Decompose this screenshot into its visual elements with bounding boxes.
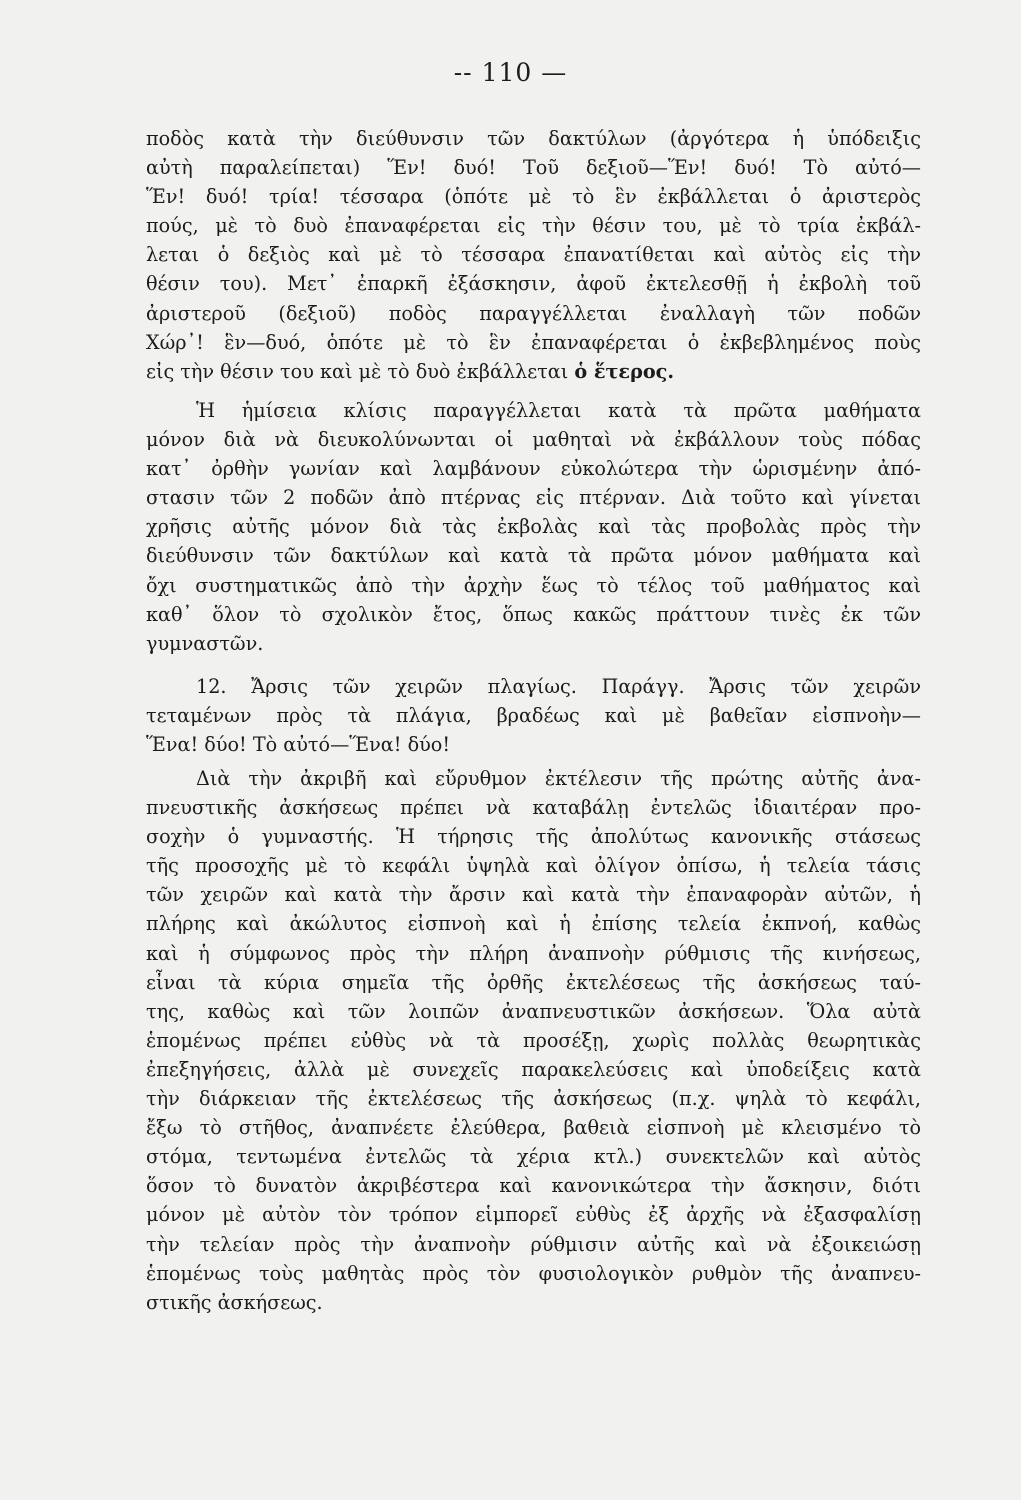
text-line: κατ᾽ ὀρθὴν γωνίαν καὶ λαμβάνουν εὐκολώτερα τὴν ὡρισμένην ἀπό-	[146, 457, 921, 481]
text-line: Χώρ᾽! ἓν—δυό, ὁπότε μὲ τὸ ἓν ἐπαναφέρεται ὁ ἐκβεβλημένος ποὺς	[146, 330, 921, 354]
text-line: γυμναστῶν.	[146, 631, 264, 655]
text-line: στασιν τῶν 2 ποδῶν ἀπὸ πτέρνας εἰς πτέρναν. Διὰ τοῦτο καὶ γίνεται	[146, 486, 921, 510]
text-line: πούς, μὲ τὸ δυὸ ἐπαναφέρεται εἰς τὴν θέσιν του, μὲ τὸ τρία ἐκβάλ-	[146, 214, 921, 238]
text-line: σοχὴν ὁ γυμναστής. Ἡ τήρησις τῆς ἀπολύτως κανονικῆς στάσεως	[146, 825, 921, 849]
text-line: τεταμένων πρὸς τὰ πλάγια, βραδέως καὶ μὲ βαθεῖαν εἰσπνοὴν—	[146, 704, 921, 728]
text-line: στόμα, τεντωμένα ἐντελῶς τὰ χέρια κτλ.) συνεκτελῶν καὶ αὐτὸς	[146, 1145, 921, 1169]
text-line	[146, 357, 921, 386]
text-line: μόνον διὰ νὰ διευκολύνωνται οἱ μαθηταὶ νὰ ἐκβάλλουν τοὺς πόδας	[146, 428, 921, 452]
text-line: καὶ ἡ σύμφωνος πρὸς τὴν πλήρη ἀναπνοὴν ρύθμισις τῆς κινήσεως,	[146, 941, 921, 965]
text-line: ἑπομένως πρέπει εὐθὺς νὰ τὰ προσέξῃ, χωρὶς πολλὰς θεωρητικὰς	[146, 1028, 921, 1052]
exercise-heading-line: 12. Ἄρσις τῶν χειρῶν πλαγίως. Παράγγ. Ἄρσις τῶν χειρῶν	[196, 675, 921, 698]
text-segment: εἰς τὴν θέσιν του καὶ μὲ τὸ δυὸ ἐκβάλλεται	[146, 359, 575, 383]
text-line: ἔξω τὸ στῆθος, ἀναπνέετε ἐλεύθερα, βαθειὰ εἰσπνοὴ μὲ κλεισμένο τὸ	[146, 1116, 921, 1140]
text-line: ἑπομένως τοὺς μαθητὰς πρὸς τὸν φυσιολογικὸν ρυθμὸν τῆς ἀναπνευ-	[146, 1261, 921, 1285]
text-line: διεύθυνσιν τῶν δακτύλων καὶ κατὰ τὰ πρῶτα μόνον μαθήματα καὶ	[146, 544, 921, 568]
text-line: τὴν διάρκειαν τῆς ἐκτελέσεως τῆς ἀσκήσεως (π.χ. ψηλὰ τὸ κεφάλι,	[146, 1087, 921, 1111]
text-line: Διὰ τὴν ἀκριβῆ καὶ εὔρυθμον ἐκτέλεσιν τῆς πρώτης αὐτῆς ἀνα-	[196, 767, 921, 790]
text-line: Ἕνα! δύο! Τὸ αὐτό—Ἕνα! δύο!	[146, 733, 451, 757]
paragraph-3-exercise-12	[146, 672, 921, 759]
text-line: ἀριστεροῦ (δεξιοῦ) ποδὸς παραγγέλλεται ἐναλλαγὴ τῶν ποδῶν	[146, 301, 921, 325]
text-line: τῶν χειρῶν καὶ κατὰ τὴν ἄρσιν καὶ κατὰ τὴν ἐπαναφορὰν αὐτῶν, ἡ	[146, 883, 921, 907]
text-line: εἶναι τὰ κύρια σημεῖα τῆς ὀρθῆς ἐκτελέσεως τῆς ἀσκήσεως ταύ-	[146, 970, 921, 994]
bold-text: ὁ ἕτερος.	[574, 359, 674, 383]
text-line: καθ᾽ ὅλον τὸ σχολικὸν ἔτος, ὅπως κακῶς πράττουν τινὲς ἐκ τῶν	[146, 602, 921, 626]
text-line: τῆς προσοχῆς μὲ τὸ κεφάλι ὑψηλὰ καὶ ὀλίγον ὀπίσω, ἡ τελεία τάσις	[146, 854, 921, 878]
paragraph-4	[146, 764, 921, 1317]
text-line: πνευστικῆς ἀσκήσεως πρέπει νὰ καταβάλῃ ἐντελῶς ἰδιαιτέραν προ-	[146, 796, 921, 820]
text-line: Ἕν! δυό! τρία! τέσσαρα (ὁπότε μὲ τὸ ἓν ἐκβάλλεται ὁ ἀριστερὸς	[146, 185, 921, 209]
text-line: μόνον μὲ αὐτὸν τὸν τρόπον εἱμπορεῖ εὐθὺς ἐξ ἀρχῆς νὰ ἐξασφαλίσῃ	[146, 1203, 921, 1227]
text-line: στικῆς ἀσκήσεως.	[146, 1290, 323, 1314]
text-line: τὴν τελείαν πρὸς τὴν ἀναπνοὴν ρύθμισιν αὐτῆς καὶ νὰ ἐξοικειώσῃ	[146, 1232, 921, 1256]
text-line: ποδὸς κατὰ τὴν διεύθυνσιν τῶν δακτύλων (ἀργότερα ἡ ὑπόδειξις	[146, 127, 921, 150]
text-line: θέσιν του). Μετ᾽ ἐπαρκῆ ἐξάσκησιν, ἀφοῦ ἐκτελεσθῇ ἡ ἐκβολὴ τοῦ	[146, 272, 921, 296]
text-line: ὄχι συστηματικῶς ἀπὸ τὴν ἀρχὴν ἕως τὸ τέλος τοῦ μαθήματος καὶ	[146, 573, 921, 597]
text-line: πλήρης καὶ ἀκώλυτος εἰσπνοὴ καὶ ἡ ἐπίσης τελεία ἐκπνοή, καθὼς	[146, 912, 921, 936]
text-line: ἐπεξηγήσεις, ἀλλὰ μὲ συνεχεῖς παρακελεύσεις καὶ ὑποδείξεις κατὰ	[146, 1057, 921, 1081]
page-number: -- 110 —	[453, 58, 568, 87]
text-line: λεται ὁ δεξιὸς καὶ μὲ τὸ τέσσαρα ἐπανατίθεται καὶ αὐτὸς εἰς τὴν	[146, 243, 921, 267]
text-line: ὅσον τὸ δυνατὸν ἀκριβέστερα καὶ κανονικώτερα τὴν ἄσκησιν, διότι	[146, 1174, 921, 1198]
paragraph-2	[146, 396, 921, 658]
text-line: αὐτὴ παραλείπεται) Ἕν! δυό! Τοῦ δεξιοῦ—Ἕν! δυό! Τὸ αὐτό—	[146, 156, 921, 180]
text-line: Ἡ ἡμίσεια κλίσις παραγγέλλεται κατὰ τὰ πρῶτα μαθήματα	[196, 399, 921, 422]
text-line: της, καθὼς καὶ τῶν λοιπῶν ἀναπνευστικῶν ἀσκήσεων. Ὅλα αὐτὰ	[146, 999, 921, 1023]
paragraph-1	[146, 124, 921, 386]
text-line: χρῆσις αὐτῆς μόνον διὰ τὰς ἐκβολὰς καὶ τὰς προβολὰς πρὸς τὴν	[146, 515, 921, 539]
